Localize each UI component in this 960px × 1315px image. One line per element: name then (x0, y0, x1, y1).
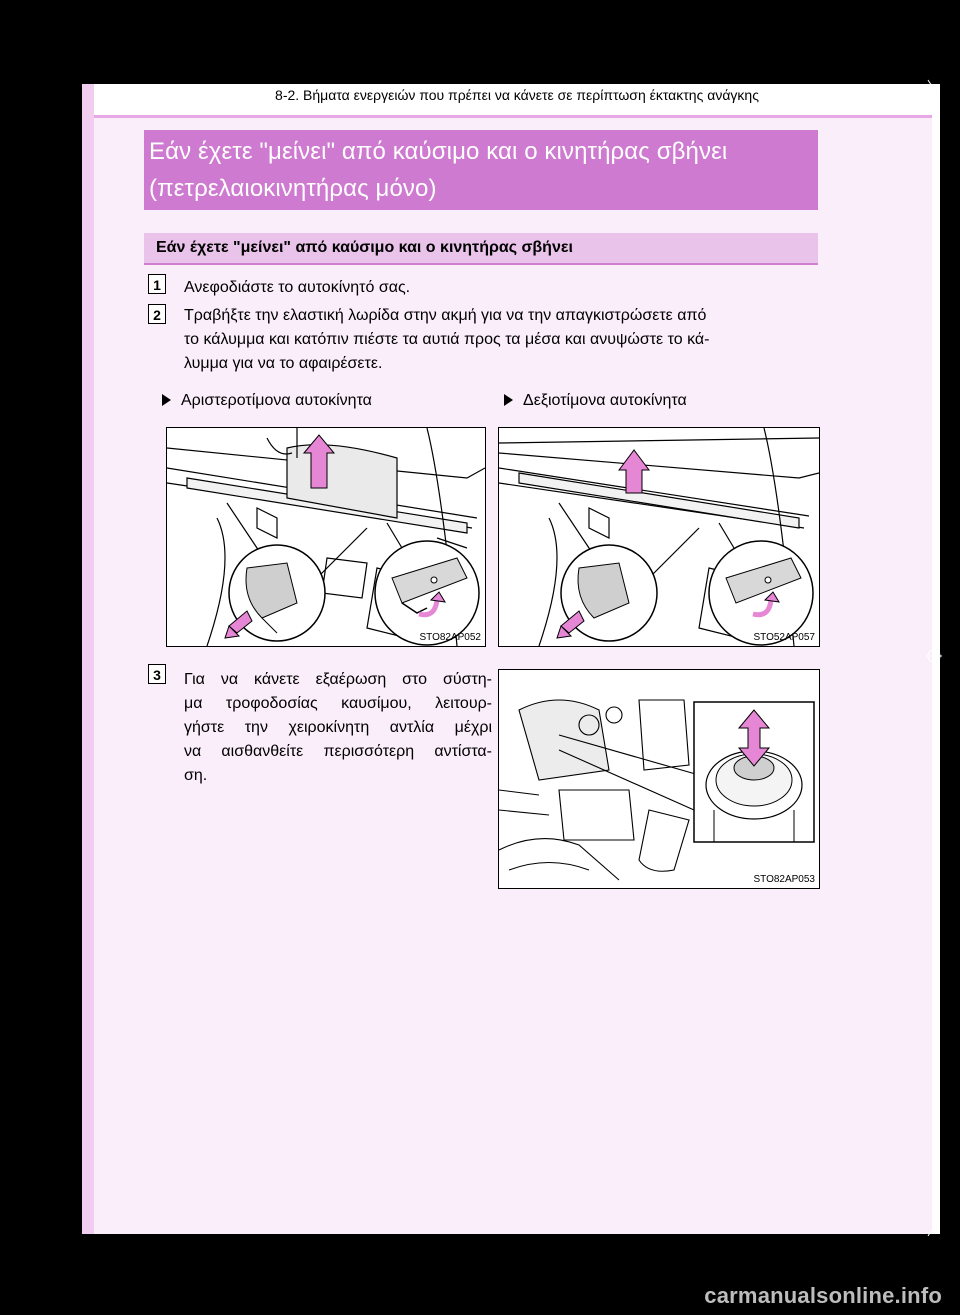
step-3-line-3: γήστε την χειροκίνητη αντλία μέχρι (184, 719, 492, 736)
crop-mark-icon (926, 1222, 942, 1238)
step-3-line-2: μα τροφοδοσίας καυσίμου, λειτουρ- (184, 695, 492, 712)
watermark: carmanualsonline.info (704, 1283, 942, 1308)
rhd-illustration (499, 428, 819, 646)
registration-mark-icon (926, 648, 942, 664)
figure-code-pump: STO82AP053 (753, 874, 815, 885)
section-title (144, 130, 818, 210)
step-3-line-1: Για να κάνετε εξαέρωση στο σύστη- (184, 671, 492, 688)
figure-lhd-engine-cover (166, 427, 486, 647)
step-2-line-3: λυμμα για να το αφαιρέσετε. (184, 355, 383, 372)
section-title-line-1: Εάν έχετε "μείνει" από καύσιμο και ο κινητήρας σβήνει (149, 138, 728, 165)
page-right-strip (932, 118, 940, 1234)
triangle-bullet-icon (162, 394, 171, 406)
step-number-3: 3 (148, 664, 166, 684)
figure-code-lhd: STO82AP052 (419, 632, 481, 643)
section-header: 8-2. Βήματα ενεργειών που πρέπει να κάνετε σε περίπτωση έκτακτης ανάγκης (275, 87, 759, 103)
section-title-line-2: (πετρελαιοκινητήρας μόνο) (149, 175, 437, 202)
page-left-band (82, 84, 94, 1234)
figure-priming-pump (498, 669, 820, 889)
step-3-line-5: ση. (184, 767, 208, 784)
variant-lhd-label (162, 392, 372, 410)
step-2-text (184, 304, 824, 376)
figure-rhd-engine-cover (498, 427, 820, 647)
step-number-1: 1 (148, 274, 166, 294)
step-3-line-4: να αισθανθείτε περισσότερη αντίστα- (184, 743, 492, 760)
lhd-illustration (167, 428, 485, 646)
variant-rhd-text: Δεξιοτίμονα αυτοκίνητα (523, 392, 687, 409)
step-3-text (184, 668, 492, 788)
variant-lhd-text: Αριστεροτίμονα αυτοκίνητα (181, 392, 372, 409)
subsection-title: Εάν έχετε "μείνει" από καύσιμο και ο κινητήρας σβήνει (144, 233, 818, 265)
variant-rhd-label (504, 392, 687, 410)
step-number-2: 2 (148, 304, 166, 324)
figure-code-rhd: STO52AP057 (753, 632, 815, 643)
page-header (94, 84, 940, 116)
step-2-line-1: Τραβήξτε την ελαστική λωρίδα στην ακμή για να την απαγκιστρώσετε από (184, 307, 707, 324)
crop-mark-icon (926, 78, 942, 94)
manual-page (82, 84, 940, 1234)
step-2-line-2: το κάλυμμα και κατόπιν πιέστε τα αυτιά προς τα μέσα και ανυψώστε το κά- (184, 331, 710, 348)
step-1-text: Ανεφοδιάστε το αυτοκίνητό σας. (184, 279, 411, 296)
pump-illustration (499, 670, 819, 888)
triangle-bullet-icon (504, 394, 513, 406)
